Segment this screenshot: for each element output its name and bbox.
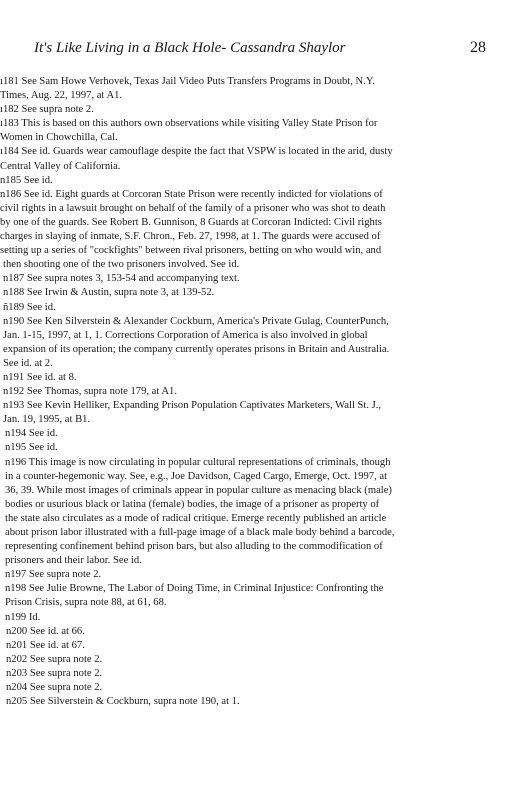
page-number: 28 — [470, 39, 486, 56]
footnote — [0, 441, 520, 455]
footnote-line: n205 See Silverstein & Cockburn, supra note 190, at 1. — [6, 696, 240, 708]
footnote-line: n199 Id. — [5, 611, 41, 623]
footnote — [0, 681, 520, 695]
footnote — [0, 427, 520, 441]
footnote-line: n200 See id. at 66. — [6, 625, 85, 637]
footnote — [0, 75, 520, 103]
footnote — [0, 371, 520, 385]
footnote — [0, 174, 520, 188]
footnote — [0, 399, 520, 427]
footnote — [0, 272, 520, 286]
footnote-line: See id. at 2. — [3, 357, 53, 369]
footnote — [0, 103, 520, 117]
footnote — [0, 639, 520, 653]
footnote-line: charges in slaying of inmate, S.F. Chron., Feb. 27, 1998, at 1. The guards were accused of — [0, 231, 381, 243]
footnote-line: n192 See Thomas, supra note 179, at A1. — [3, 386, 177, 398]
footnote-line: n195 See id. — [5, 442, 58, 454]
footnote — [0, 456, 520, 569]
footnote-line: ı183 This is based on this authors own observations while visiting Valley State Prison for — [0, 118, 378, 130]
footnote-line: Jan. 19, 1995, at B1. — [3, 414, 91, 426]
footnote — [0, 625, 520, 639]
footnote-line: Prison Crisis, supra note 88, at 61, 68. — [5, 597, 167, 609]
footnote-line: n187 See supra notes 3, 153-54 and accompanying text. — [3, 273, 240, 285]
footnote-line: then shooting one of the two prisoners involved. See id. — [3, 259, 240, 271]
footnote — [0, 568, 520, 582]
footnote-line: n196 This image is now circulating in popular cultural representations of criminals, though — [5, 456, 391, 468]
footnote-line: n193 See Kevin Helliker, Expanding Prison Population Captivates Marketers, Wall St. J., — [3, 400, 382, 412]
footnote-line: ı182 See supra note 2. — [0, 104, 94, 116]
footnote — [0, 286, 520, 300]
footnote-line: n198 See Julie Browne, The Labor of Doing Time, in Criminal Injustice: Confronting the — [5, 583, 384, 595]
footnote-line: bodies or usurious black or latina (female) bodies, the image of a prisoner as property of — [5, 498, 380, 510]
footnote — [0, 301, 520, 315]
footnote — [0, 695, 520, 709]
footnote-line: n188 See Irwin & Austin, supra note 3, at 139-52. — [3, 287, 215, 299]
footnote-line: n190 See Ken Silverstein & Alexander Cockburn, America's Private Gulag, CounterPunch, — [3, 315, 389, 327]
footnote-line: n197 See supra note 2. — [5, 569, 102, 581]
footnote-line: expansion of its operation; the company currently operates prisons in Britain and Australia. — [3, 343, 390, 355]
footnote-line: the state also circulates as a mode of radical critique. Emerge recently published an article — [5, 512, 387, 524]
footnote-line: about prison labor illustrated with a full-page image of a black male body behind a barcode, — [5, 527, 395, 538]
footnote — [0, 145, 520, 173]
footnote — [0, 611, 520, 625]
footnote — [0, 315, 520, 371]
footnote-line: n203 See supra note 2. — [6, 667, 103, 679]
footnote — [0, 653, 520, 667]
footnote-line: setting up a series of "cockfights" between rival prisoners, betting on who would win, and — [0, 245, 382, 257]
footnote-line: in a counter-hegemonic way. See, e.g., Joe Davidson, Caged Cargo, Emerge, Oct. 1997, at — [5, 470, 388, 482]
footnote — [0, 188, 520, 273]
footnote-line: prisoners and their labor. See id. — [5, 555, 142, 567]
footnote-line: n194 See id. — [5, 428, 58, 440]
footnote-line: n202 See supra note 2. — [6, 653, 103, 665]
footnote-line: Women in Chowchilla, Cal. — [0, 132, 118, 144]
footnote — [0, 385, 520, 399]
footnote — [0, 117, 520, 145]
footnote-line: n204 See supra note 2. — [6, 682, 103, 694]
footnote — [0, 582, 520, 610]
footnote-line: Times, Aug. 22, 1997, at A1. — [0, 90, 123, 102]
footnote-line: civil rights in a lawsuit brought on behalf of the family of a prisoner who was shot to death — [0, 202, 386, 214]
footnote-line: Central Valley of California. — [0, 160, 121, 172]
footnote-line: Jan. 1-15, 1997, at 1, 1. Corrections Corporation of America is also involved in global — [3, 329, 368, 341]
footnotes-list — [0, 75, 520, 709]
footnote-line: n191 See id. at 8. — [3, 371, 77, 383]
footnote-line: 36, 39. While most images of criminals appear in popular culture as menacing black (male) — [5, 484, 392, 496]
footnote-line: ñ189 See id. — [3, 301, 56, 313]
footnote-line: by one of the guards. See Robert B. Gunnison, 8 Guards at Corcoran Indicted: Civil rights — [0, 216, 382, 228]
footnote-line: n186 See id. Eight guards at Corcoran State Prison were recently indicted for violations of — [0, 188, 383, 200]
footnote-line: ı184 See id. Guards wear camouflage despite the fact that VSPW is located in the arid, dusty — [0, 146, 393, 158]
footnote-line: n201 See id. at 67. — [6, 639, 85, 651]
footnote — [0, 667, 520, 681]
footnote-line: ı181 See Sam Howe Verhovek, Texas Jail Video Puts Transfers Programs in Doubt, N.Y. — [0, 76, 375, 87]
footnote-line: n185 See id. — [0, 174, 53, 186]
footnote-line: representing confinement behind prison bars, but also alluding to the commodification of — [5, 541, 383, 553]
running-title: It's Like Living in a Black Hole- Cassandra Shaylor — [34, 40, 346, 56]
